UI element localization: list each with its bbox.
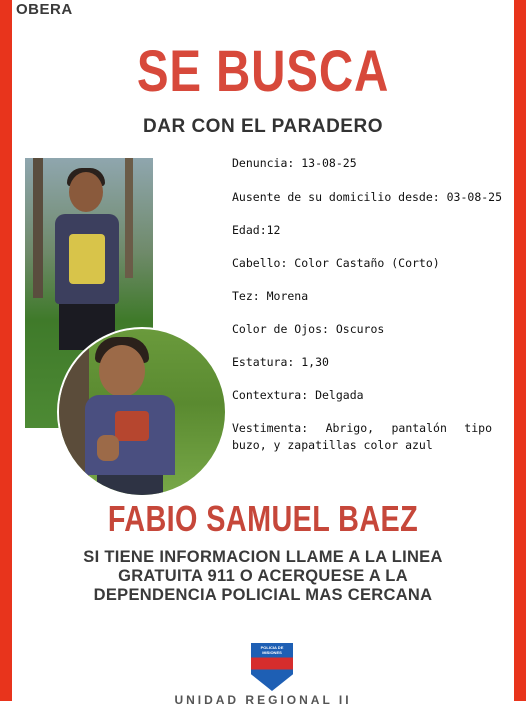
detail-contextura: Contextura: Delgada [232, 388, 364, 402]
headline: SE BUSCA [136, 39, 390, 104]
city-label: OBERA [16, 1, 73, 18]
detail-ausente: Ausente de su domicilio desde: 03-08-25 [232, 190, 503, 204]
photo-portrait [57, 327, 227, 497]
footer-unit: UNIDAD REGIONAL II [174, 693, 352, 707]
right-red-border [514, 0, 526, 701]
detail-edad: Edad:12 [232, 223, 281, 237]
detail-ojos: Color de Ojos: Oscuros [232, 322, 385, 336]
detail-vestimenta: Vestimenta: Abrigo, pantalón tipo buzo, y zapatillas color azul [232, 421, 492, 452]
police-badge-icon [251, 643, 293, 691]
detail-cabello: Cabello: Color Castaño (Corto) [232, 256, 440, 270]
subheadline: DAR CON EL PARADERO [143, 116, 383, 137]
detail-tez: Tez: Morena [232, 289, 309, 303]
left-red-border [0, 0, 12, 701]
detail-estatura: Estatura: 1,30 [232, 355, 329, 369]
call-to-action: SI TIENE INFORMACION LLAME A LA LINEA GRATUITA 911 O ACERQUESE A LA DEPENDENCIA POLICIAL MAS CERCANA [83, 548, 443, 604]
missing-person-name: FABIO SAMUEL BAEZ [107, 498, 419, 539]
badge-label: POLICIA DE MISIONES [260, 645, 284, 655]
detail-denuncia: Denuncia: 13-08-25 [232, 156, 357, 170]
